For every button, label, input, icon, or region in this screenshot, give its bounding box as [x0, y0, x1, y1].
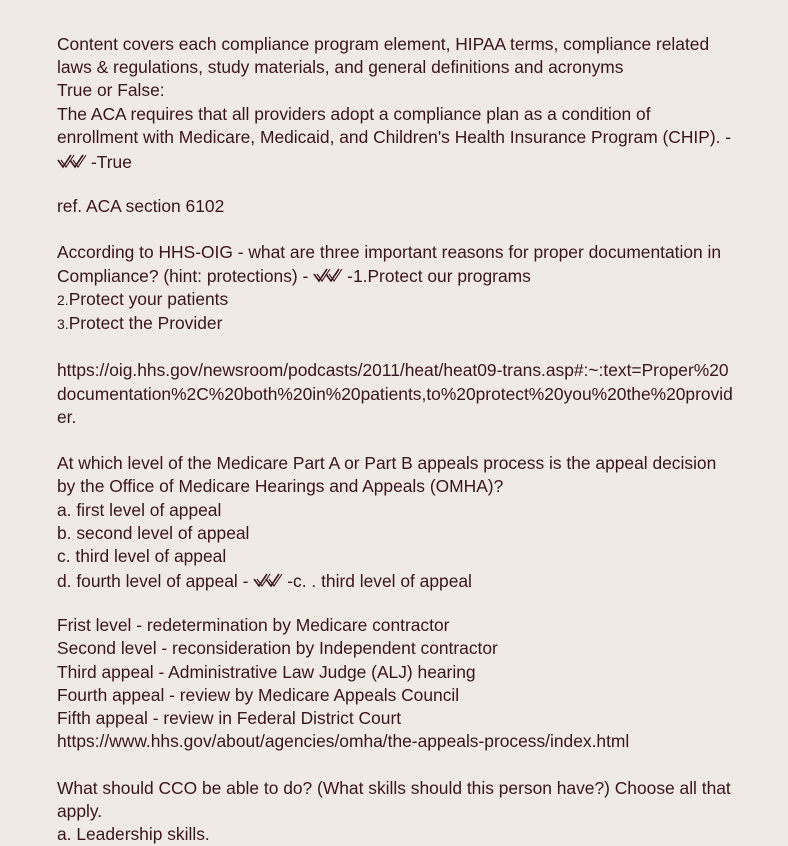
q4-option-a: a. Leadership skills. — [57, 824, 210, 845]
q1-answer — [57, 149, 757, 175]
q3-option-d: d. fourth level of appeal - — [57, 571, 249, 592]
q2-answer-2-row — [57, 288, 757, 312]
q3-text-line-2: by the Office of Medicare Hearings and Appeals (OMHA)? — [57, 476, 504, 497]
q3-answer: -c. . third level of appeal — [287, 571, 472, 592]
q3-level-4: Fourth appeal - review by Medicare Appeals Council — [57, 684, 460, 705]
double-check-icon — [57, 152, 91, 170]
q1-answer-text: -True — [91, 152, 132, 173]
q3-level-1: Frist level - redetermination by Medicare contractor — [57, 615, 450, 636]
q1-reference: ref. ACA section 6102 — [57, 196, 225, 217]
q2-answer-3: Protect the Provider — [68, 313, 223, 334]
document-page — [57, 33, 757, 846]
q2-answer-1: -1.Protect our programs — [347, 265, 531, 286]
q3-option-c: c. third level of appeal — [57, 546, 227, 567]
q4-text-line-1: What should CCO be able to do? (What skills should this person have?) Choose all that — [57, 777, 731, 798]
q2-answer-3-row — [57, 312, 757, 336]
q4-text-line-2: apply. — [57, 800, 103, 821]
q3-level-2: Second level - reconsideration by Independent contractor — [57, 638, 498, 659]
q3-option-a: a. first level of appeal — [57, 499, 222, 520]
q3-text-line-1: At which level of the Medicare Part A or Part B appeals process is the appeal decision — [57, 453, 717, 474]
q2-text-line-1: According to HHS-OIG - what are three important reasons for proper documentation in — [57, 242, 722, 263]
q3-level-3: Third appeal - Administrative Law Judge (ALJ) hearing — [57, 661, 476, 682]
list-number: 2. — [57, 291, 69, 308]
q3-option-b: b. second level of appeal — [57, 522, 250, 543]
q1-text-line-1: The ACA requires that all providers adopt a compliance plan as a condition of — [57, 103, 651, 124]
q1-heading: True or False: — [57, 80, 165, 101]
q2-url-line-3: er. — [57, 406, 77, 427]
q2-url-line-2: documentation%2C%20both%20in%20patients,to%20protect%20you%20the%20provid — [57, 383, 733, 404]
q2-url-line-1: https://oig.hhs.gov/newsroom/podcasts/2011/heat/heat09-trans.asp#:~:text=Proper%20 — [57, 360, 729, 381]
q1-text-line-2: enrollment with Medicare, Medicaid, and Children's Health Insurance Program (CHIP). - — [57, 126, 732, 147]
intro-line-1: Content covers each compliance program element, HIPAA terms, compliance related — [57, 34, 710, 54]
q2-text-line-2 — [57, 265, 757, 288]
q2-answer-2: Protect your patients — [68, 288, 229, 309]
intro-line-2: laws & regulations, study materials, and general definitions and acronyms — [57, 57, 624, 78]
q2-text-prefix: Compliance? (hint: protections) - — [57, 265, 309, 286]
double-check-icon — [313, 266, 347, 284]
list-number: 3. — [57, 316, 69, 333]
q3-option-d-row — [57, 568, 757, 594]
q3-level-5: Fifth appeal - review in Federal District Court — [57, 708, 402, 729]
q3-url: https://www.hhs.gov/about/agencies/omha/the-appeals-process/index.html — [57, 731, 630, 752]
double-check-icon — [253, 571, 287, 589]
